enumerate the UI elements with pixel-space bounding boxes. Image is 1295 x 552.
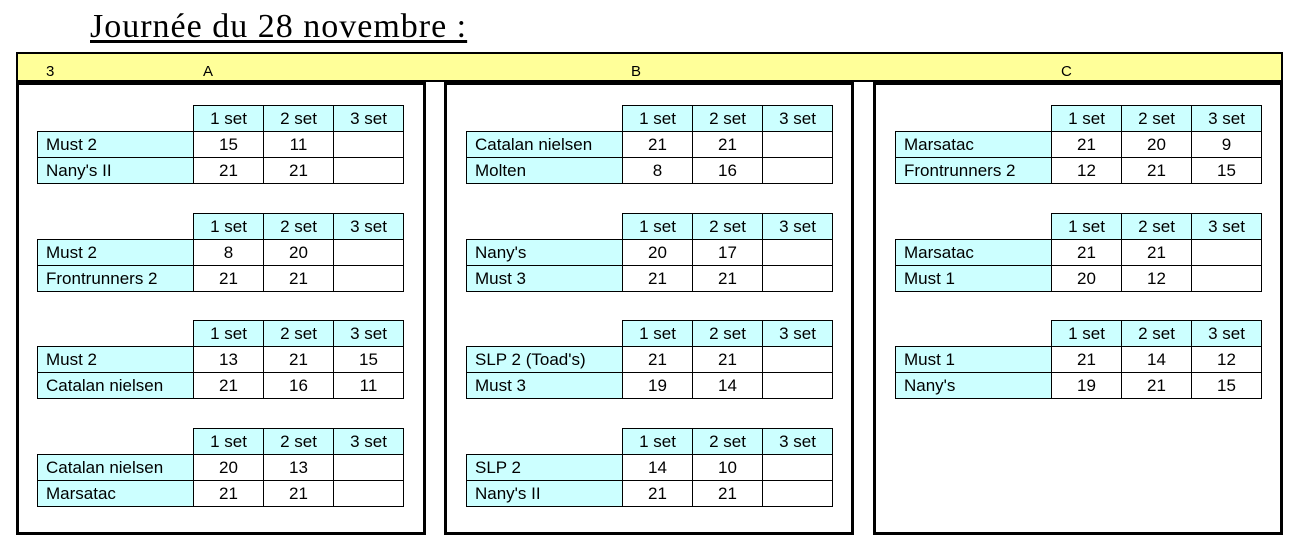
- set-score: 21: [1122, 158, 1192, 184]
- team-name: SLP 2: [467, 455, 623, 481]
- set-score: [763, 347, 833, 373]
- team-row: [38, 132, 404, 158]
- set-score: [763, 373, 833, 399]
- set-header-cell: 1 set: [194, 106, 264, 132]
- team-name: Must 1: [896, 266, 1052, 292]
- set-header-cell: 1 set: [623, 321, 693, 347]
- set-header-cell: 1 set: [194, 214, 264, 240]
- team-row: [38, 158, 404, 184]
- set-header-row: [467, 429, 833, 455]
- set-score: 19: [1052, 373, 1122, 399]
- group-c-label: C: [1061, 63, 1072, 80]
- set-score: 15: [1192, 158, 1262, 184]
- set-score: 21: [1122, 240, 1192, 266]
- team-name: Must 3: [467, 266, 623, 292]
- team-row: [38, 373, 404, 399]
- set-header-row: [38, 429, 404, 455]
- team-name: Nany's II: [467, 481, 623, 507]
- team-name: Frontrunners 2: [896, 158, 1052, 184]
- match-table: [466, 105, 833, 184]
- blank-cell: [467, 214, 623, 240]
- set-score: 10: [693, 455, 763, 481]
- page-title: Journée du 28 novembre :: [90, 8, 468, 45]
- set-score: 21: [623, 132, 693, 158]
- team-row: [467, 158, 833, 184]
- team-row: [38, 240, 404, 266]
- set-header-cell: 2 set: [264, 429, 334, 455]
- team-row: [38, 266, 404, 292]
- match-table: [37, 105, 404, 184]
- match-table: [37, 320, 404, 399]
- set-header-cell: 1 set: [623, 214, 693, 240]
- set-header-cell: 2 set: [1122, 106, 1192, 132]
- set-score: 21: [1052, 132, 1122, 158]
- set-score: 21: [264, 347, 334, 373]
- match-table: [895, 105, 1262, 184]
- set-score: 16: [264, 373, 334, 399]
- set-score: 21: [693, 347, 763, 373]
- match-table: [37, 428, 404, 507]
- match-table: [37, 213, 404, 292]
- set-header-cell: 2 set: [693, 429, 763, 455]
- set-header-row: [467, 214, 833, 240]
- set-score: 8: [623, 158, 693, 184]
- match-table: [895, 213, 1262, 292]
- set-score: 21: [1122, 373, 1192, 399]
- set-score: [334, 266, 404, 292]
- set-header-cell: 2 set: [264, 214, 334, 240]
- set-score: 13: [264, 455, 334, 481]
- blank-cell: [38, 214, 194, 240]
- set-header-cell: 1 set: [194, 321, 264, 347]
- team-name: Marsatac: [896, 240, 1052, 266]
- team-name: Must 1: [896, 347, 1052, 373]
- set-score: [763, 158, 833, 184]
- set-header-cell: 3 set: [334, 321, 404, 347]
- set-score: 20: [264, 240, 334, 266]
- set-score: 21: [623, 266, 693, 292]
- set-header-cell: 1 set: [1052, 106, 1122, 132]
- team-name: Must 2: [38, 347, 194, 373]
- set-header-cell: 3 set: [763, 214, 833, 240]
- set-score: 14: [693, 373, 763, 399]
- set-score: 9: [1192, 132, 1262, 158]
- team-name: Nany's II: [38, 158, 194, 184]
- team-name: SLP 2 (Toad's): [467, 347, 623, 373]
- set-header-row: [467, 106, 833, 132]
- team-name: Must 3: [467, 373, 623, 399]
- set-score: [334, 240, 404, 266]
- blank-cell: [896, 106, 1052, 132]
- set-score: 21: [623, 347, 693, 373]
- match-table: [466, 428, 833, 507]
- set-header-cell: 3 set: [334, 106, 404, 132]
- set-score: 8: [194, 240, 264, 266]
- set-header-row: [467, 321, 833, 347]
- set-score: 14: [623, 455, 693, 481]
- set-score: 21: [623, 481, 693, 507]
- set-score: 21: [264, 158, 334, 184]
- set-score: 13: [194, 347, 264, 373]
- team-name: Must 2: [38, 240, 194, 266]
- set-score: 20: [623, 240, 693, 266]
- set-header-cell: 1 set: [623, 106, 693, 132]
- day-number: 3: [46, 63, 55, 80]
- set-score: [334, 481, 404, 507]
- blank-cell: [38, 321, 194, 347]
- team-name: Catalan nielsen: [467, 132, 623, 158]
- set-header-row: [896, 106, 1262, 132]
- team-name: Catalan nielsen: [38, 455, 194, 481]
- set-header-cell: 1 set: [194, 429, 264, 455]
- set-score: 19: [623, 373, 693, 399]
- set-score: [1192, 266, 1262, 292]
- team-name: Marsatac: [38, 481, 194, 507]
- team-row: [467, 132, 833, 158]
- set-score: 11: [334, 373, 404, 399]
- set-score: 12: [1122, 266, 1192, 292]
- team-name: Catalan nielsen: [38, 373, 194, 399]
- team-name: Frontrunners 2: [38, 266, 194, 292]
- group-a-label: A: [203, 63, 214, 80]
- team-name: Must 2: [38, 132, 194, 158]
- team-row: [467, 347, 833, 373]
- set-score: 21: [194, 481, 264, 507]
- blank-cell: [896, 214, 1052, 240]
- set-score: 15: [1192, 373, 1262, 399]
- set-score: 20: [1122, 132, 1192, 158]
- set-score: 21: [194, 373, 264, 399]
- set-score: 21: [693, 132, 763, 158]
- blank-cell: [467, 106, 623, 132]
- set-score: [334, 455, 404, 481]
- team-row: [896, 132, 1262, 158]
- team-row: [896, 266, 1262, 292]
- set-header-cell: 2 set: [264, 321, 334, 347]
- set-score: 21: [1052, 240, 1122, 266]
- set-score: 15: [334, 347, 404, 373]
- blank-cell: [38, 429, 194, 455]
- set-header-cell: 2 set: [264, 106, 334, 132]
- set-header-cell: 2 set: [693, 106, 763, 132]
- set-header-cell: 1 set: [623, 429, 693, 455]
- team-row: [38, 455, 404, 481]
- set-score: [763, 481, 833, 507]
- set-score: 11: [264, 132, 334, 158]
- team-row: [467, 240, 833, 266]
- set-score: 21: [194, 158, 264, 184]
- set-score: [763, 266, 833, 292]
- team-row: [467, 481, 833, 507]
- team-row: [467, 373, 833, 399]
- set-score: 14: [1122, 347, 1192, 373]
- blank-cell: [467, 321, 623, 347]
- team-name: Marsatac: [896, 132, 1052, 158]
- set-score: 21: [693, 266, 763, 292]
- set-header-cell: 2 set: [1122, 321, 1192, 347]
- set-score: [334, 132, 404, 158]
- set-header-cell: 3 set: [334, 429, 404, 455]
- set-score: 12: [1192, 347, 1262, 373]
- set-header-cell: 1 set: [1052, 214, 1122, 240]
- set-header-cell: 3 set: [1192, 321, 1262, 347]
- team-row: [38, 481, 404, 507]
- team-name: Nany's: [467, 240, 623, 266]
- team-row: [896, 240, 1262, 266]
- set-header-row: [38, 321, 404, 347]
- set-header-cell: 1 set: [1052, 321, 1122, 347]
- set-header-cell: 3 set: [1192, 106, 1262, 132]
- set-score: 21: [264, 481, 334, 507]
- set-score: 21: [693, 481, 763, 507]
- set-header-row: [38, 106, 404, 132]
- set-header-cell: 2 set: [1122, 214, 1192, 240]
- set-score: 17: [693, 240, 763, 266]
- match-table: [466, 213, 833, 292]
- set-header-cell: 3 set: [763, 106, 833, 132]
- set-score: 20: [194, 455, 264, 481]
- blank-cell: [467, 429, 623, 455]
- set-score: [763, 132, 833, 158]
- team-name: Molten: [467, 158, 623, 184]
- set-score: 21: [1052, 347, 1122, 373]
- set-score: 21: [264, 266, 334, 292]
- set-score: 20: [1052, 266, 1122, 292]
- group-b-label: B: [631, 63, 642, 80]
- set-score: [763, 240, 833, 266]
- group-header-bar: [16, 52, 1283, 82]
- set-score: 15: [194, 132, 264, 158]
- set-score: 16: [693, 158, 763, 184]
- set-header-cell: 3 set: [334, 214, 404, 240]
- set-header-row: [896, 214, 1262, 240]
- blank-cell: [38, 106, 194, 132]
- set-header-row: [896, 321, 1262, 347]
- blank-cell: [896, 321, 1052, 347]
- team-row: [896, 373, 1262, 399]
- match-table: [895, 320, 1262, 399]
- set-header-cell: 3 set: [763, 321, 833, 347]
- set-header-cell: 2 set: [693, 321, 763, 347]
- set-header-cell: 3 set: [1192, 214, 1262, 240]
- set-score: 21: [194, 266, 264, 292]
- set-score: [334, 158, 404, 184]
- team-name: Nany's: [896, 373, 1052, 399]
- set-header-row: [38, 214, 404, 240]
- team-row: [896, 347, 1262, 373]
- set-score: [763, 455, 833, 481]
- team-row: [38, 347, 404, 373]
- set-score: 12: [1052, 158, 1122, 184]
- team-row: [896, 158, 1262, 184]
- set-header-cell: 2 set: [693, 214, 763, 240]
- match-table: [466, 320, 833, 399]
- set-header-cell: 3 set: [763, 429, 833, 455]
- team-row: [467, 455, 833, 481]
- set-score: [1192, 240, 1262, 266]
- team-row: [467, 266, 833, 292]
